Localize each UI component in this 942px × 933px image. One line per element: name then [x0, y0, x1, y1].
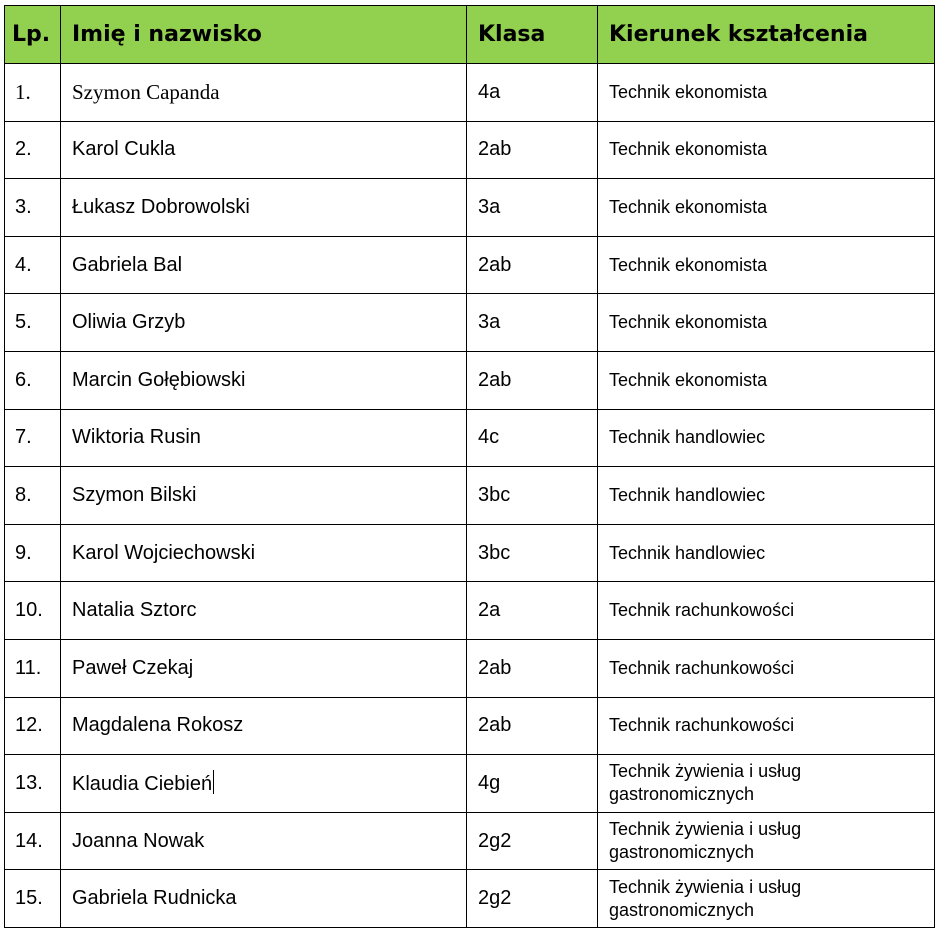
- cell-name: Karol Wojciechowski: [61, 524, 467, 582]
- cell-kierunek: Technik ekonomista: [598, 351, 935, 409]
- cell-name: Natalia Sztorc: [61, 582, 467, 640]
- cell-lp: 3.: [5, 179, 61, 237]
- cell-lp: 13.: [5, 755, 61, 813]
- cell-klasa: 3a: [467, 179, 598, 237]
- cell-kierunek: Technik ekonomista: [598, 64, 935, 122]
- cell-name: Gabriela Rudnicka: [61, 870, 467, 928]
- cell-lp: 5.: [5, 294, 61, 352]
- cell-name: Łukasz Dobrowolski: [61, 179, 467, 237]
- header-kierunek: Kierunek kształcenia: [598, 6, 935, 64]
- cell-klasa: 4a: [467, 64, 598, 122]
- cell-name-editing[interactable]: [61, 755, 467, 813]
- table-row: [5, 582, 935, 640]
- cell-klasa: 3bc: [467, 467, 598, 525]
- cell-name: Szymon Bilski: [61, 467, 467, 525]
- cell-lp: 2.: [5, 121, 61, 179]
- cell-lp: 12.: [5, 697, 61, 755]
- table-row: [5, 870, 935, 928]
- table-row: [5, 409, 935, 467]
- cell-name: Wiktoria Rusin: [61, 409, 467, 467]
- header-klasa: Klasa: [467, 6, 598, 64]
- cell-kierunek: Technik ekonomista: [598, 236, 935, 294]
- cell-name: Gabriela Bal: [61, 236, 467, 294]
- cell-lp: 1.: [5, 64, 61, 122]
- table-row: [5, 524, 935, 582]
- cell-name: Magdalena Rokosz: [61, 697, 467, 755]
- cell-kierunek: Technik ekonomista: [598, 179, 935, 237]
- cell-klasa: 2ab: [467, 351, 598, 409]
- cell-klasa: 2ab: [467, 639, 598, 697]
- table-row: [5, 755, 935, 813]
- table-row: [5, 179, 935, 237]
- cell-lp: 7.: [5, 409, 61, 467]
- cell-kierunek: Technik handlowiec: [598, 409, 935, 467]
- cell-lp: 10.: [5, 582, 61, 640]
- cell-klasa: 4g: [467, 755, 598, 813]
- cell-kierunek: Technik rachunkowości: [598, 639, 935, 697]
- table-row: [5, 467, 935, 525]
- cell-lp: 8.: [5, 467, 61, 525]
- cell-lp: 11.: [5, 639, 61, 697]
- cell-klasa: 2ab: [467, 236, 598, 294]
- cell-name: Szymon Capanda: [61, 64, 467, 122]
- cell-lp: 9.: [5, 524, 61, 582]
- cell-kierunek: Technik żywienia i usług gastronomicznych: [598, 755, 935, 813]
- header-name: Imię i nazwisko: [61, 6, 467, 64]
- cell-kierunek: Technik rachunkowości: [598, 697, 935, 755]
- cell-lp: 6.: [5, 351, 61, 409]
- cell-lp: 4.: [5, 236, 61, 294]
- cell-klasa: 3bc: [467, 524, 598, 582]
- cell-name: Marcin Gołębiowski: [61, 351, 467, 409]
- table-row: [5, 812, 935, 870]
- header-lp: Lp.: [5, 6, 61, 64]
- cell-name: Oliwia Grzyb: [61, 294, 467, 352]
- cell-kierunek: Technik ekonomista: [598, 121, 935, 179]
- cell-kierunek: Technik ekonomista: [598, 294, 935, 352]
- students-table: [4, 5, 935, 928]
- cell-kierunek: Technik żywienia i usług gastronomicznych: [598, 870, 935, 928]
- table-row: [5, 351, 935, 409]
- cell-name: Karol Cukla: [61, 121, 467, 179]
- cell-name-text: Klaudia Ciebień: [72, 773, 213, 796]
- table-row: [5, 64, 935, 122]
- table-row: [5, 294, 935, 352]
- cell-kierunek: Technik żywienia i usług gastronomicznych: [598, 812, 935, 870]
- cell-klasa: 2a: [467, 582, 598, 640]
- cell-klasa: 2ab: [467, 121, 598, 179]
- table-row: [5, 697, 935, 755]
- cell-kierunek: Technik rachunkowości: [598, 582, 935, 640]
- cell-lp: 14.: [5, 812, 61, 870]
- cell-klasa: 2g2: [467, 812, 598, 870]
- cell-klasa: 2ab: [467, 697, 598, 755]
- cell-name: Paweł Czekaj: [61, 639, 467, 697]
- text-cursor: [213, 770, 214, 794]
- table-header-row: [5, 6, 935, 64]
- cell-lp: 15.: [5, 870, 61, 928]
- table-row: [5, 639, 935, 697]
- cell-klasa: 3a: [467, 294, 598, 352]
- cell-kierunek: Technik handlowiec: [598, 467, 935, 525]
- table-row: [5, 121, 935, 179]
- cell-klasa: 2g2: [467, 870, 598, 928]
- cell-kierunek: Technik handlowiec: [598, 524, 935, 582]
- table-row: [5, 236, 935, 294]
- cell-klasa: 4c: [467, 409, 598, 467]
- cell-name: Joanna Nowak: [61, 812, 467, 870]
